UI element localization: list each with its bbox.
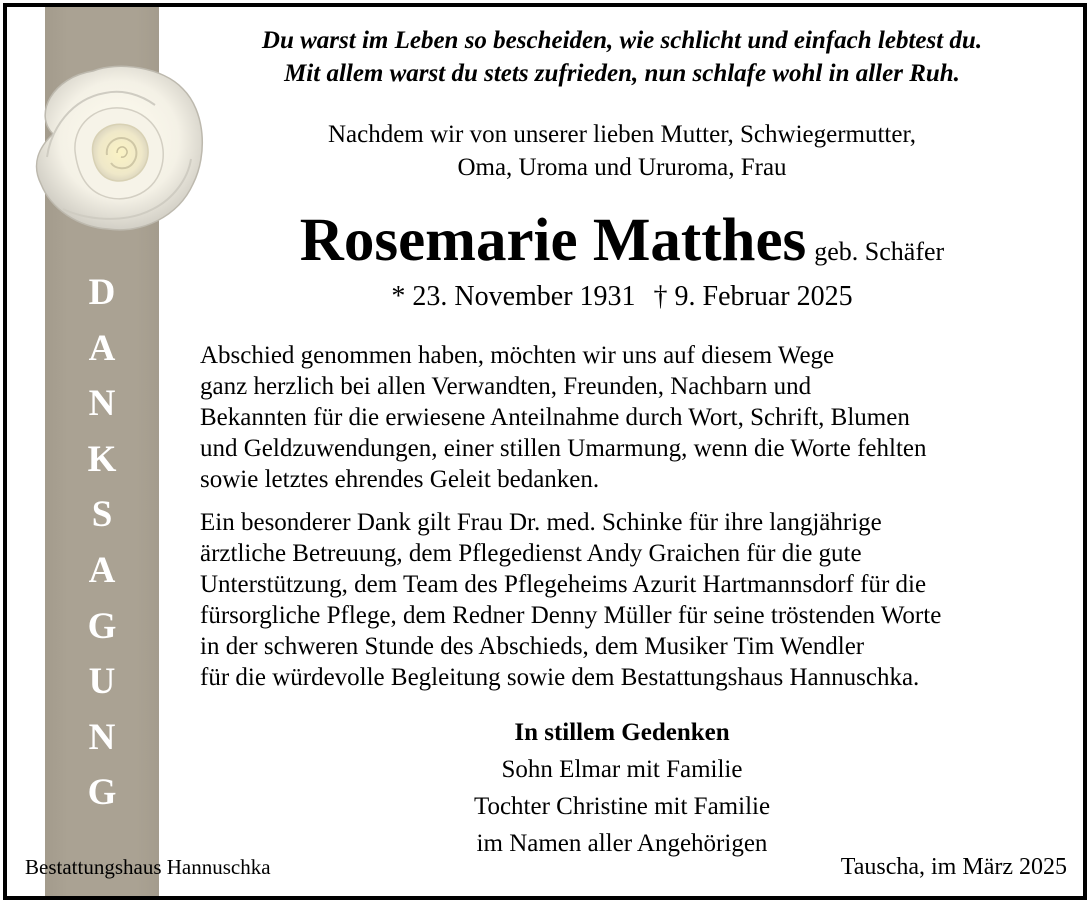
side-letter: D: [88, 272, 116, 313]
special-thanks-paragraph: [200, 507, 1080, 693]
place-and-date: Tauscha, im März 2025: [840, 854, 1067, 880]
paragraph-line: Bekannten für die erwiesene Anteilnahme durch Wort, Schrift, Blumen: [200, 404, 910, 431]
death-date: † 9. Februar 2025: [653, 281, 853, 312]
side-letter: G: [87, 772, 117, 814]
paragraph-line: für die würdevolle Begleitung sowie dem Bestattungshaus Hannuschka.: [200, 664, 920, 691]
paragraph-line: sowie letztes ehrendes Geleit bedanken.: [200, 466, 600, 493]
paragraph-line: Abschied genommen haben, möchten wir uns auf diesem Wege: [200, 342, 835, 369]
side-letter: U: [88, 661, 116, 703]
verse-line: Du warst im Leben so bescheiden, wie schlicht und einfach lebtest du.: [261, 27, 983, 54]
mourner-line: im Namen aller Angehörigen: [476, 830, 768, 857]
side-letter: N: [88, 383, 116, 425]
birth-date: * 23. November 1931: [391, 281, 636, 312]
paragraph-line: Ein besonderer Dank gilt Frau Dr. med. Schinke für ihre langjährige: [200, 509, 882, 536]
undertaker-name: Bestattungshaus Hannuschka: [25, 855, 271, 879]
side-letter: G: [87, 605, 117, 647]
mourning-heading: In stillem Gedenken: [514, 719, 730, 746]
maiden-name: geb. Schäfer: [814, 237, 945, 266]
paragraph-line: ganz herzlich bei allen Verwandten, Freunden, Nachbarn und: [200, 373, 812, 400]
deceased-name-line: [167, 205, 1077, 277]
intro-text: [167, 118, 1077, 184]
side-letter: A: [88, 549, 116, 591]
paragraph-line: Unterstützung, dem Team des Pflegeheims Azurit Hartmannsdorf für die: [200, 571, 927, 598]
life-dates: [167, 280, 1077, 314]
thanks-paragraph: [200, 340, 1080, 495]
mourner-line: Tochter Christine mit Familie: [473, 793, 771, 820]
mourners-block: [307, 714, 937, 862]
paragraph-line: in der schweren Stunde des Abschieds, dem Musiker Tim Wendler: [200, 633, 865, 660]
side-letter: S: [91, 494, 113, 536]
mourner-line: Sohn Elmar mit Familie: [501, 756, 743, 783]
side-letter: N: [88, 716, 116, 758]
paragraph-line: und Geldzuwendungen, einer stillen Umarmung, wenn die Worte fehlten: [200, 435, 927, 462]
memorial-verse: [167, 24, 1077, 90]
danksagung-vertical-title: [45, 265, 159, 821]
side-letter: K: [87, 438, 117, 480]
intro-line: Oma, Uroma und Ururoma, Frau: [457, 154, 787, 181]
intro-line: Nachdem wir von unserer lieben Mutter, Schwiegermutter,: [327, 121, 917, 148]
side-letter: A: [88, 327, 116, 369]
deceased-name: Rosemarie Matthes: [299, 207, 807, 274]
paragraph-line: fürsorgliche Pflege, dem Redner Denny Müller für seine tröstenden Worte: [200, 602, 942, 629]
verse-line: Mit allem warst du stets zufrieden, nun schlafe wohl in aller Ruh.: [284, 60, 960, 87]
obituary-card: [3, 3, 1087, 900]
paragraph-line: ärztliche Betreuung, dem Pflegedienst Andy Graichen für die gute: [200, 540, 862, 567]
